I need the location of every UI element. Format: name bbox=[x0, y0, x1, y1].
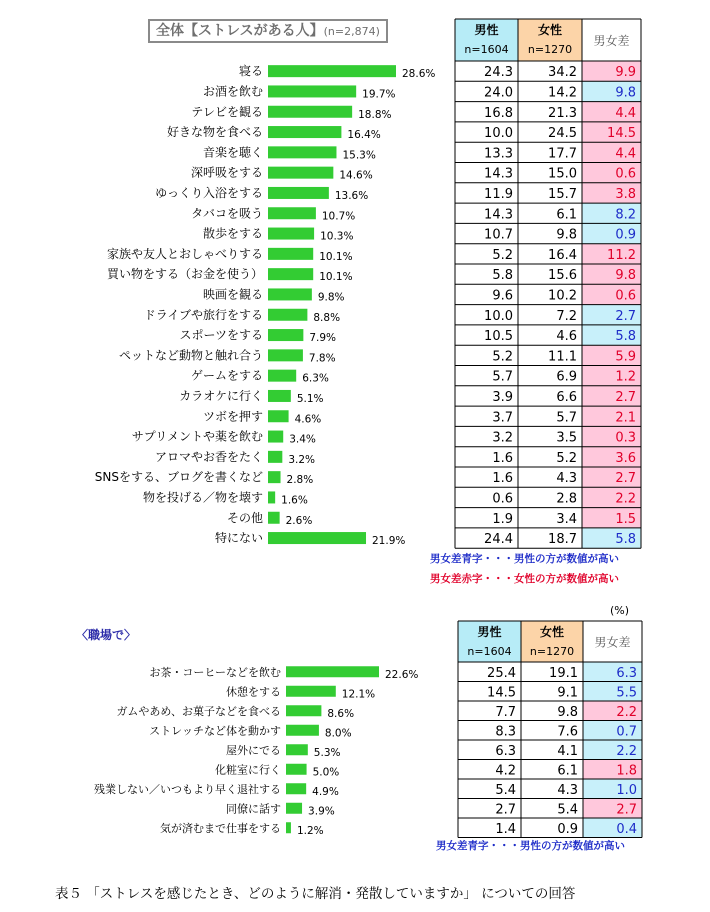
p1-male-value: 3.7 bbox=[492, 410, 513, 426]
p1-bar-value-label: 7.8% bbox=[308, 352, 336, 365]
p1-diff-value: 9.9 bbox=[615, 65, 636, 81]
p1-bar-value-label: 10.1% bbox=[319, 271, 353, 284]
p1-female-value: 10.2 bbox=[548, 288, 577, 304]
p1-male-value: 16.8 bbox=[484, 105, 513, 121]
legend-female-higher: 男女差赤字・・・女性の方が数値が高い bbox=[430, 573, 619, 585]
p1-bar-value-label: 16.4% bbox=[347, 129, 381, 142]
p1-diff-value: 2.2 bbox=[615, 491, 636, 507]
p1-bar-value-label: 7.9% bbox=[309, 332, 337, 345]
p2-category-label: お茶・コーヒーなどを飲む bbox=[149, 665, 281, 679]
p1-diff-value: 5.8 bbox=[615, 329, 636, 345]
p2-male-value: 25.4 bbox=[487, 665, 516, 681]
p1-male-value: 5.7 bbox=[492, 369, 513, 385]
p1-bar-value-label: 21.9% bbox=[372, 535, 406, 548]
p1-female-value: 5.2 bbox=[556, 450, 577, 466]
p2-diff-value: 2.2 bbox=[616, 704, 637, 720]
p2-bar bbox=[286, 783, 306, 794]
p1-female-value: 4.6 bbox=[556, 329, 577, 345]
p1-category-label: ゲームをする bbox=[190, 368, 263, 383]
p1-category-label: テレビを観る bbox=[191, 104, 263, 119]
p2-bar-value-label: 1.2% bbox=[296, 824, 324, 837]
p1-bar-value-label: 3.2% bbox=[288, 453, 316, 466]
p1-female-value: 18.7 bbox=[548, 532, 577, 548]
p1-diff-value: 2.7 bbox=[615, 308, 636, 324]
p1-bar bbox=[268, 349, 303, 361]
p1-header-male: 男性 bbox=[474, 23, 499, 37]
p1-female-value: 6.6 bbox=[556, 389, 577, 405]
p2-female-value: 5.4 bbox=[557, 802, 578, 818]
p1-bar-value-label: 14.6% bbox=[339, 169, 373, 182]
p1-bar bbox=[268, 329, 303, 341]
p1-female-value: 6.1 bbox=[556, 207, 577, 223]
p1-male-value: 1.6 bbox=[492, 471, 513, 487]
p1-bar-value-label: 15.3% bbox=[342, 149, 376, 162]
p1-diff-value: 2.7 bbox=[615, 471, 636, 487]
p1-bar bbox=[268, 187, 329, 199]
p1-bar bbox=[268, 65, 396, 77]
p1-female-value: 17.7 bbox=[548, 146, 577, 162]
p1-category-label: ドライブや旅行をする bbox=[143, 307, 263, 322]
p1-bar-value-label: 8.8% bbox=[313, 311, 341, 324]
p1-bar bbox=[268, 431, 283, 443]
p1-female-value: 15.6 bbox=[548, 268, 577, 284]
p1-diff-value: 3.8 bbox=[615, 186, 636, 202]
p1-bar-value-label: 5.1% bbox=[296, 392, 324, 405]
p2-female-value: 4.1 bbox=[557, 743, 578, 759]
p1-male-value: 5.8 bbox=[492, 268, 513, 284]
p2-male-value: 5.4 bbox=[495, 782, 516, 798]
p1-male-value: 5.2 bbox=[492, 349, 513, 365]
p1-diff-value: 9.8 bbox=[615, 85, 636, 101]
p2-category-label: 残業しない／いつもより早く退社する bbox=[94, 782, 281, 796]
p1-category-label: 音楽を聴く bbox=[202, 145, 263, 160]
p1-bar bbox=[268, 228, 314, 240]
p2-diff-value: 0.4 bbox=[616, 821, 637, 837]
p2-category-label: 屋外にでる bbox=[226, 743, 281, 757]
p1-bar bbox=[268, 268, 313, 280]
p1-male-value: 0.6 bbox=[492, 491, 513, 507]
p1-category-label: 特にない bbox=[214, 531, 263, 546]
p1-female-value: 34.2 bbox=[548, 65, 577, 81]
p1-male-value: 9.6 bbox=[492, 288, 513, 304]
p2-bar-value-label: 3.9% bbox=[308, 805, 335, 818]
p1-bar-value-label: 6.3% bbox=[302, 372, 329, 385]
p1-male-value: 5.2 bbox=[492, 247, 513, 263]
p1-diff-value: 0.3 bbox=[615, 430, 636, 446]
p1-category-label: 映画を観る bbox=[202, 287, 263, 302]
p1-diff-value: 5.8 bbox=[615, 532, 636, 548]
p1-diff-value: 2.7 bbox=[615, 389, 636, 405]
p1-diff-value: 0.6 bbox=[615, 288, 636, 304]
p1-bar-value-label: 10.7% bbox=[321, 210, 356, 223]
p1-category-label: タバコを吸う bbox=[191, 206, 263, 221]
p1-category-label: SNSをする、ブログを書くなど bbox=[94, 470, 263, 485]
p2-category-label: ガムやあめ、お菓子などを食べる bbox=[116, 704, 281, 718]
p1-category-label: 寝る bbox=[238, 64, 263, 79]
p2-header-female-n: n=1270 bbox=[529, 645, 575, 658]
p1-bar bbox=[268, 410, 289, 422]
unit-label: (%) bbox=[610, 604, 630, 617]
p2-bar bbox=[286, 725, 319, 736]
p2-category-label: 休憩をする bbox=[226, 685, 281, 699]
p1-bar-value-label: 10.1% bbox=[319, 250, 353, 263]
p1-female-value: 4.3 bbox=[556, 471, 577, 487]
p1-bar bbox=[268, 491, 275, 503]
p1-category-label: ペットなど動物と触れ合う bbox=[118, 348, 263, 363]
p1-female-value: 9.8 bbox=[556, 227, 577, 243]
p1-category-label: 物を投げる／物を壊す bbox=[142, 490, 263, 505]
p1-bar bbox=[268, 167, 333, 179]
chart-title-n: (n=2,874) bbox=[323, 25, 380, 38]
p1-category-label: 深呼吸をする bbox=[190, 165, 263, 180]
p2-male-value: 14.5 bbox=[487, 685, 516, 701]
p1-category-label: 散歩をする bbox=[202, 226, 263, 241]
p1-male-value: 24.0 bbox=[484, 85, 513, 101]
p2-category-label: ストレッチなど体を動かす bbox=[149, 724, 281, 738]
p2-female-value: 19.1 bbox=[549, 665, 578, 681]
p1-category-label: お酒を飲む bbox=[202, 84, 263, 99]
p2-bar bbox=[286, 822, 291, 833]
chart-title: 全体【ストレスがある人】 bbox=[156, 23, 324, 39]
p1-male-value: 11.9 bbox=[484, 186, 513, 202]
p1-bar-value-label: 18.8% bbox=[358, 108, 392, 121]
p2-female-value: 7.6 bbox=[557, 724, 578, 740]
p1-bar-value-label: 4.6% bbox=[294, 413, 322, 426]
p1-bar bbox=[268, 390, 291, 402]
p1-category-label: 好きな物を食べる bbox=[166, 125, 263, 140]
p2-header-diff: 男女差 bbox=[594, 635, 631, 650]
p2-bar-value-label: 5.3% bbox=[313, 746, 341, 759]
p1-diff-value: 1.2 bbox=[615, 369, 636, 385]
p1-category-label: サプリメントや薬を飲む bbox=[131, 429, 263, 444]
p1-bar bbox=[268, 146, 336, 158]
p1-category-label: スポーツをする bbox=[179, 328, 263, 343]
p1-male-value: 14.3 bbox=[484, 207, 513, 223]
p2-bar-value-label: 12.1% bbox=[341, 688, 376, 701]
p2-bar bbox=[286, 686, 336, 697]
p1-category-label: 買い物をする（お金を使う） bbox=[106, 267, 263, 282]
p1-category-label: 家族や友人とおしゃべりする bbox=[106, 246, 263, 261]
p2-diff-value: 2.2 bbox=[616, 743, 637, 759]
p1-female-value: 5.7 bbox=[556, 410, 577, 426]
p1-female-value: 16.4 bbox=[548, 247, 577, 263]
p1-bar-value-label: 10.3% bbox=[320, 230, 354, 243]
p2-male-value: 8.3 bbox=[495, 724, 516, 740]
p1-female-value: 2.8 bbox=[556, 491, 577, 507]
p2-bar-value-label: 8.6% bbox=[327, 707, 355, 720]
p1-bar bbox=[268, 248, 313, 260]
p1-male-value: 10.5 bbox=[484, 329, 513, 345]
p1-bar bbox=[268, 370, 296, 382]
p2-header-male: 男性 bbox=[477, 625, 502, 639]
p2-male-value: 7.7 bbox=[495, 704, 516, 720]
p2-diff-value: 1.0 bbox=[616, 782, 637, 798]
p1-bar-value-label: 1.6% bbox=[281, 494, 308, 507]
p2-bar bbox=[286, 705, 321, 716]
p2-diff-value: 5.5 bbox=[616, 685, 637, 701]
p1-female-value: 15.7 bbox=[548, 186, 577, 202]
p1-bar bbox=[268, 126, 341, 138]
p1-diff-value: 9.8 bbox=[615, 268, 636, 284]
p1-female-value: 3.5 bbox=[556, 430, 577, 446]
p1-bar bbox=[268, 512, 280, 524]
p1-diff-value: 2.1 bbox=[615, 410, 636, 426]
p1-diff-value: 4.4 bbox=[615, 105, 636, 121]
p2-diff-value: 1.8 bbox=[616, 763, 637, 779]
p2-bar bbox=[286, 666, 379, 677]
p1-male-value: 1.6 bbox=[492, 450, 513, 466]
p1-category-label: アロマやお香をたく bbox=[154, 449, 263, 464]
p1-male-value: 24.4 bbox=[484, 532, 513, 548]
p2-header-male-n: n=1604 bbox=[467, 645, 512, 658]
p1-diff-value: 5.9 bbox=[615, 349, 636, 365]
p2-male-value: 2.7 bbox=[495, 802, 516, 818]
p2-male-value: 1.4 bbox=[495, 821, 516, 837]
p1-bar-value-label: 9.8% bbox=[317, 291, 345, 304]
p2-diff-value: 6.3 bbox=[616, 665, 637, 681]
p2-category-label: 気が済むまで仕事をする bbox=[160, 821, 281, 835]
p2-category-label: 同僚に話す bbox=[226, 802, 281, 816]
p2-bar-value-label: 5.0% bbox=[312, 766, 340, 779]
p2-bar-value-label: 4.9% bbox=[312, 785, 339, 798]
p1-female-value: 21.3 bbox=[548, 105, 577, 121]
p2-diff-value: 0.7 bbox=[616, 724, 637, 740]
p1-diff-value: 8.2 bbox=[615, 207, 636, 223]
p1-header-female: 女性 bbox=[537, 23, 563, 37]
p2-diff-value: 2.7 bbox=[616, 802, 637, 818]
p1-diff-value: 3.6 bbox=[615, 450, 636, 466]
p1-bar-value-label: 3.4% bbox=[289, 433, 316, 446]
p1-header-male-n: n=1604 bbox=[464, 43, 509, 56]
p1-bar-value-label: 2.6% bbox=[285, 514, 313, 527]
p1-bar bbox=[268, 451, 282, 463]
p1-female-value: 15.0 bbox=[548, 166, 577, 182]
p1-category-label: カラオケに行く bbox=[179, 388, 263, 403]
p1-female-value: 24.5 bbox=[548, 126, 577, 142]
p1-male-value: 3.9 bbox=[492, 389, 513, 405]
p2-male-value: 4.2 bbox=[495, 763, 516, 779]
p1-bar bbox=[268, 85, 356, 97]
p1-male-value: 14.3 bbox=[484, 166, 513, 182]
figure-caption: 表５ 「ストレスを感じたとき、どのように解消・発散していますか」 についての回答 bbox=[55, 886, 576, 902]
p2-female-value: 4.3 bbox=[557, 782, 578, 798]
p1-male-value: 10.0 bbox=[484, 126, 513, 142]
p2-female-value: 9.8 bbox=[557, 704, 578, 720]
p1-bar bbox=[268, 106, 352, 118]
p2-female-value: 9.1 bbox=[557, 685, 578, 701]
p1-bar bbox=[268, 288, 312, 300]
p1-female-value: 7.2 bbox=[556, 308, 577, 324]
p1-bar-value-label: 2.8% bbox=[286, 474, 314, 487]
p1-bar-value-label: 28.6% bbox=[402, 68, 436, 81]
p1-bar-value-label: 13.6% bbox=[334, 189, 369, 202]
p1-diff-value: 14.5 bbox=[607, 126, 636, 142]
section-label-workplace: 〈職場で〉 bbox=[76, 628, 137, 642]
p1-female-value: 6.9 bbox=[556, 369, 577, 385]
p2-bar bbox=[286, 744, 308, 755]
p1-female-value: 3.4 bbox=[556, 511, 577, 527]
p1-header-diff: 男女差 bbox=[593, 34, 630, 48]
p2-bar bbox=[286, 803, 302, 814]
p1-bar bbox=[268, 207, 316, 219]
p1-bar bbox=[268, 532, 366, 544]
p1-diff-value: 0.9 bbox=[615, 227, 636, 243]
p1-male-value: 1.9 bbox=[492, 511, 513, 527]
p1-diff-value: 4.4 bbox=[615, 146, 636, 162]
p2-female-value: 6.1 bbox=[557, 763, 578, 779]
p2-header-female: 女性 bbox=[539, 625, 565, 639]
p1-bar bbox=[268, 471, 281, 483]
p2-female-value: 0.9 bbox=[557, 821, 578, 837]
p1-diff-value: 11.2 bbox=[607, 247, 636, 263]
p1-header-female-n: n=1270 bbox=[527, 43, 573, 56]
legend-male-higher: 男女差青字・・・男性の方が数値が高い bbox=[430, 553, 619, 565]
p1-male-value: 3.2 bbox=[492, 430, 513, 446]
p1-diff-value: 1.5 bbox=[615, 511, 636, 527]
p1-category-label: ツボを押す bbox=[202, 409, 263, 424]
legend-male-higher-workplace: 男女差青字・・・男性の方が数値が高い bbox=[436, 840, 625, 852]
p1-female-value: 14.2 bbox=[548, 85, 577, 101]
p1-category-label: その他 bbox=[226, 510, 263, 525]
p2-male-value: 6.3 bbox=[495, 743, 516, 759]
p1-male-value: 13.3 bbox=[484, 146, 513, 162]
p1-bar-value-label: 19.7% bbox=[362, 88, 396, 101]
p1-bar bbox=[268, 309, 307, 321]
p1-male-value: 10.0 bbox=[484, 308, 513, 324]
p2-bar-value-label: 22.6% bbox=[385, 668, 419, 681]
p1-male-value: 10.7 bbox=[484, 227, 513, 243]
p2-bar-value-label: 8.0% bbox=[324, 727, 352, 740]
p1-diff-value: 0.6 bbox=[615, 166, 636, 182]
p1-female-value: 11.1 bbox=[548, 349, 577, 365]
p1-male-value: 24.3 bbox=[484, 65, 513, 81]
p2-category-label: 化粧室に行く bbox=[215, 763, 281, 777]
p1-category-label: ゆっくり入浴をする bbox=[155, 185, 263, 200]
p2-bar bbox=[286, 764, 307, 775]
